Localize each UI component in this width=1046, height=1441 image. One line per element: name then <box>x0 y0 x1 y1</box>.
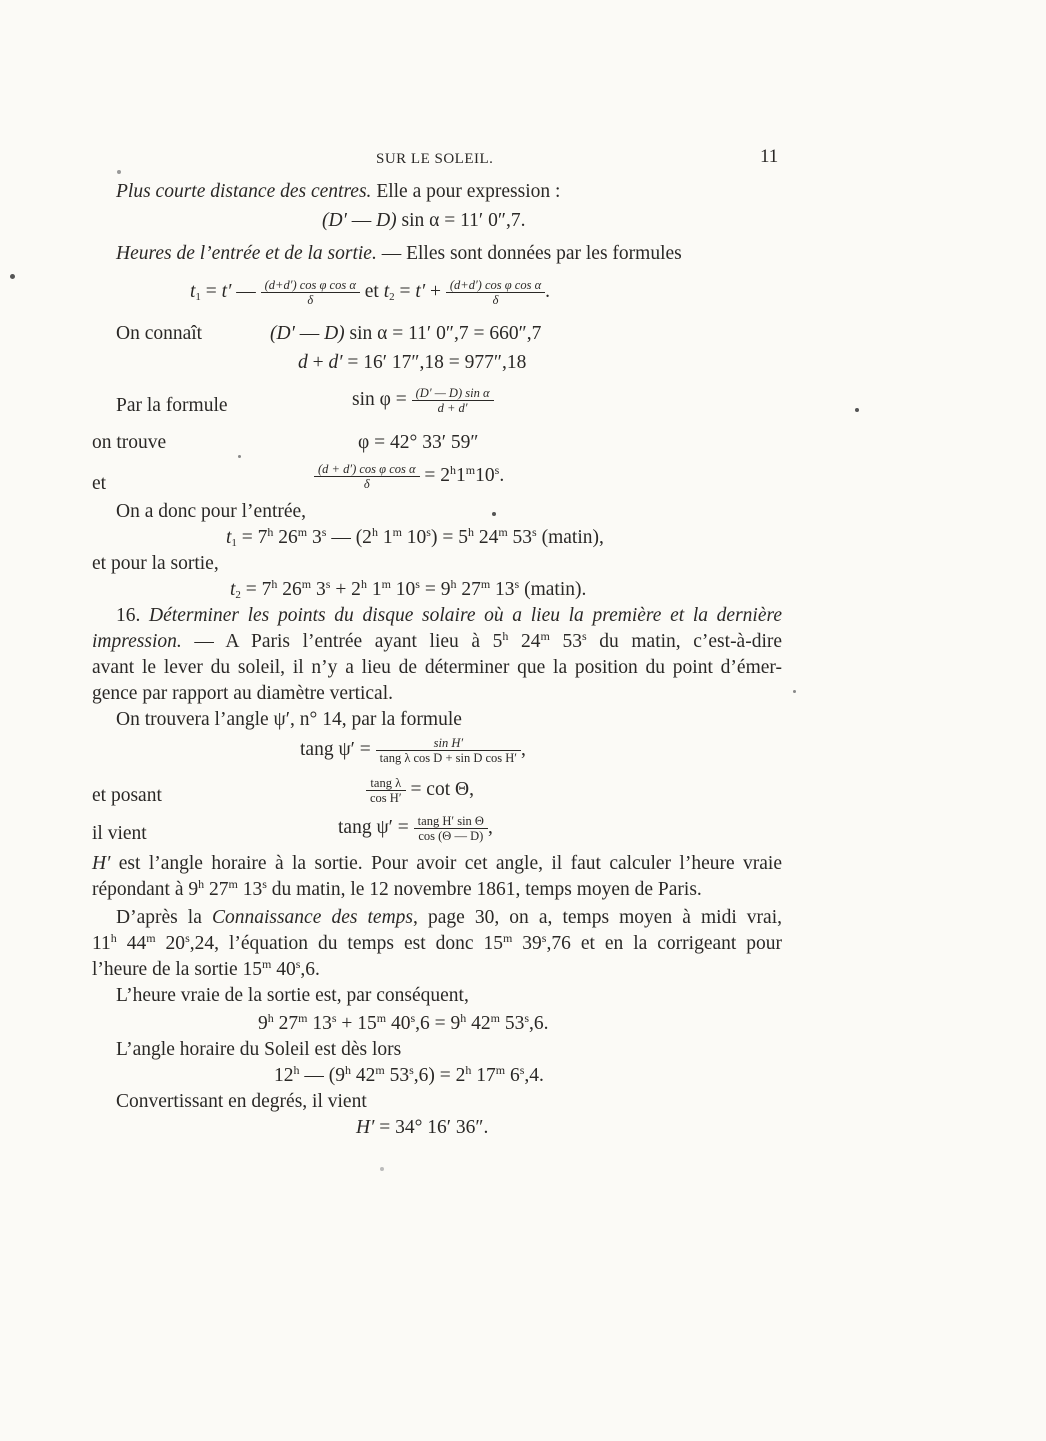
equation-final: H′ = 34° 16′ 36″. <box>356 1117 489 1138</box>
fraction: $\frac{\text{(D′ — D) sin α}}{d + d'}$ <box>412 386 494 415</box>
fraction: $\frac{\text{tang λ}}{\text{cos H′}}$ <box>366 776 406 805</box>
paragraph-h-line-1: H′ est l’angle horaire à la sortie. Pour avoir cet angle, il faut calculer l’heure vraie <box>92 853 783 874</box>
label-par-la-formule: Par la formule <box>116 395 228 416</box>
fraction: $\frac{\text{sin H′}}{\text{tang λ cos D + sin D cos H′}}$ <box>376 736 521 765</box>
paragraph-dapres-line-3: l’heure de la sortie 15$^m$ 40$^s$,6. <box>92 957 320 980</box>
print-speck <box>238 455 241 458</box>
print-speck <box>492 512 496 516</box>
paragraph-dapres-line-1: D’après la Connaissance des temps, page 30, on a, temps moyen à midi vrai, <box>116 907 783 928</box>
label-on-connait: On connaît <box>116 323 203 344</box>
equation-phi: φ = 42° 33′ 59″ <box>358 432 479 453</box>
label-on-trouve: on trouve <box>92 432 167 453</box>
running-title: SUR LE SOLEIL. <box>376 151 494 167</box>
paragraph-dapres-line-2: 11$^h$ 44$^m$ 20$^s$,24, l’équation du temps est donc 15$^m$ 39$^s$,76 et en la corrigeant pour <box>92 931 783 954</box>
equation-tang-psi: tang ψ′ = $\frac{\text{sin H′}}{\text{tang λ cos D + sin D cos H′}}$ , <box>300 736 526 765</box>
fraction: $\frac{\text{tang H′ sin Θ}}{\cos (\Theta — D)}$ <box>414 814 488 843</box>
print-speck <box>855 408 859 412</box>
equation-known-1: (D′ — D) sin α = 11′ 0″,7 = 660″,7 <box>270 323 542 344</box>
text-entree: On a donc pour l’entrée, <box>116 501 307 522</box>
equation-shortest-distance: (D′ — D) sin α = 11′ 0″,7. <box>322 210 526 231</box>
section-16-line-4: gence par rapport au diamètre vertical. <box>92 683 394 704</box>
equation-heure-vraie: 9$^h$ 27$^m$ $13^s + 15^m$ $40^s,6 = 9^h$ 42$^m$ 53$^s$,6. <box>258 1011 549 1034</box>
equation-known-2: d + d′ = 16′ 17″,18 = 977″,18 <box>298 352 527 373</box>
equation-angle-horaire: 12$^h$ — (9$^h$ 42$^m$ $53^s,6) = 2^h$ 17$^m$ 6$^s$,4. <box>274 1063 544 1086</box>
print-speck <box>380 1167 384 1171</box>
section-heading: Heures de l’entrée et de la sortie. <box>116 243 377 264</box>
paragraph-entry-exit: Heures de l’entrée et de la sortie. — Elles sont données par les formules <box>116 243 682 264</box>
section-16-line-2: impression. — A Paris l’entrée ayant lieu à 5$^h$ 24$^m$ 53$^s$ du matin, c’est-à-dire <box>92 629 783 652</box>
text-on-trouvera: On trouvera l’angle ψ′, n° 14, par la formule <box>116 709 462 730</box>
label-il-vient: il vient <box>92 823 147 844</box>
paragraph-shortest-distance: Plus courte distance des centres. Elle a pour expression : <box>116 181 561 202</box>
equation-sin-phi: sin φ = $\frac{\text{(D′ — D) sin α}}{d + d'}$ <box>352 386 494 415</box>
equation-time-correction: $\frac{\text{(d + d′) cos φ cos α}}{\delta}$ = $2^h1^m10^s$. <box>314 462 504 491</box>
print-speck <box>117 170 121 174</box>
fraction: $\frac{\text{(d+d′) cos φ cos α}}{\delta}$ <box>446 278 545 307</box>
paragraph-h-line-2: répondant à 9$^h$ 27$^m$ 13$^s$ du matin, le 12 novembre 1861, temps moyen de Paris. <box>92 877 702 900</box>
label-et: et <box>92 473 107 494</box>
text-angle-horaire: L’angle horaire du Soleil est dès lors <box>116 1039 402 1060</box>
equation-t1-t2: $t_1 = t'$ — $\frac{\text{(d+d′) cos φ cos α}}{\delta}$ et $t_2 = t'$ + $\frac{\text{(d+d′) cos φ cos α}}{\delta}$ . <box>190 278 551 307</box>
text-convertissant: Convertissant en degrés, il vient <box>116 1091 367 1112</box>
page-number: 11 <box>760 146 779 167</box>
section-16-line-3: avant le lever du soleil, il n’y a lieu de déterminer que la position du point d’émer- <box>92 657 782 678</box>
fraction: $\frac{\text{(d + d′) cos φ cos α}}{\delta}$ <box>314 462 420 491</box>
equation-cot-theta: $\frac{\text{tang λ}}{\text{cos H′}}$ = cot Θ, <box>366 776 474 805</box>
equation-t1-value: $t_1 = 7^h$ 26$^m$ 3$^s$ — (2$^h$ 1$^m$ $10^s) = 5^h$ 24$^m$ 53$^s$ (matin), <box>226 525 604 549</box>
section-heading: Déterminer les points du disque solaire où a lieu la première et la dernière <box>149 605 783 626</box>
text-heure-vraie: L’heure vraie de la sortie est, par conséquent, <box>116 985 469 1006</box>
equation-t2-value: $t_2 = 7^h$ 26$^m$ $3^s + 2^h$ 1$^m$ $10^s = 9^h$ 27$^m$ 13$^s$ (matin). <box>230 577 587 601</box>
label-et-posant: et posant <box>92 785 162 806</box>
section-16-line-1: 16. Déterminer les points du disque solaire où a lieu la première et la dernière <box>116 605 783 626</box>
fraction: $\frac{\text{(d+d′) cos φ cos α}}{\delta}$ <box>261 278 360 307</box>
print-speck <box>793 690 796 693</box>
text-sortie: et pour la sortie, <box>92 553 219 574</box>
equation-tang-psi-2: tang ψ′ = $\frac{\text{tang H′ sin Θ}}{\cos (\Theta — D)}$ , <box>338 814 493 843</box>
print-speck <box>10 274 15 279</box>
section-heading: Plus courte distance des centres. <box>116 181 372 202</box>
